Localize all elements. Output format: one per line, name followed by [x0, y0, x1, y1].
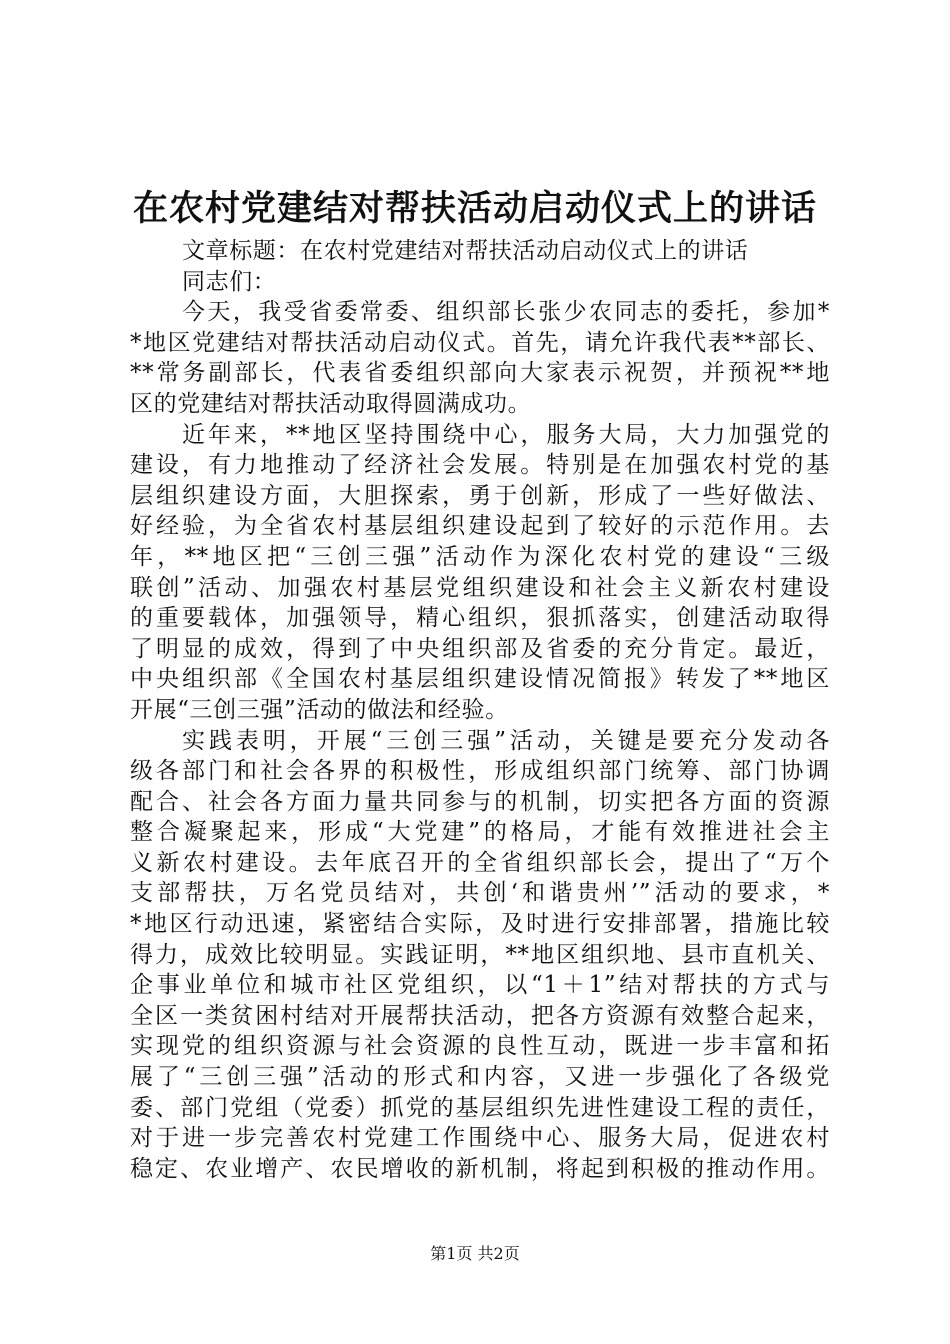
text-line: 对于进一步完善农村党建工作围绕中心、服务大局，促进农村	[130, 1125, 830, 1152]
text-line: 全区一类贫困村结对开展帮扶活动，把各方资源有效整合起来，	[130, 1002, 830, 1029]
text-line: 今天，我受省委常委、组织部长张少农同志的委托，参加*	[182, 299, 830, 326]
page-title: 在农村党建结对帮扶活动启动仪式上的讲话	[132, 189, 817, 229]
text-line: 文章标题：在农村党建结对帮扶活动启动仪式上的讲话	[182, 238, 749, 264]
text-line: 层组织建设方面，大胆探索，勇于创新，形成了一些好做法、	[130, 482, 830, 509]
text-line: 配合、社会各方面力量共同参与的机制，切实把各方面的资源	[130, 788, 830, 815]
page-footer: 第1页 共2页	[430, 1244, 520, 1263]
text-line: 整合凝聚起来，形成“大党建”的格局，才能有效推进社会主	[130, 819, 830, 846]
text-line: 开展“三创三强”活动的做法和经验。	[130, 696, 509, 723]
text-line: *地区行动迅速，紧密结合实际，及时进行安排部署，措施比较	[130, 911, 830, 938]
text-line: 展了“三创三强”活动的形式和内容，又进一步强化了各级党	[130, 1064, 830, 1091]
text-line: 得力，成效比较明显。实践证明，**地区组织地、县市直机关、	[130, 941, 830, 968]
text-line: 中央组织部《全国农村基层组织建设情况简报》转发了**地区	[130, 666, 830, 693]
text-line: 支部帮扶，万名党员结对，共创‘和谐贵州’”活动的要求，*	[130, 880, 830, 907]
text-line: 稳定、农业增产、农民增收的新机制，将起到积极的推动作用。	[130, 1155, 830, 1182]
text-line: 好经验，为全省农村基层组织建设起到了较好的示范作用。去	[130, 513, 830, 540]
text-line: 同志们：	[182, 268, 277, 295]
text-line: 义新农村建设。去年底召开的全省组织部长会，提出了“万个	[130, 849, 830, 876]
text-line: 近年来，**地区坚持围绕中心，服务大局，大力加强党的	[182, 421, 830, 448]
text-line: **常务副部长，代表省委组织部向大家表示祝贺，并预祝**地	[130, 360, 830, 387]
text-line: 实践表明，开展“三创三强”活动，关键是要充分发动各	[182, 727, 830, 754]
document-body	[130, 236, 830, 1184]
text-line: 级各部门和社会各界的积极性，形成组织部门统筹、部门协调	[130, 758, 830, 785]
text-line: 区的党建结对帮扶活动取得圆满成功。	[130, 390, 532, 417]
text-line: 年，**地区把“三创三强”活动作为深化农村党的建设“三级	[130, 543, 830, 570]
text-line: 实现党的组织资源与社会资源的良性互动，既进一步丰富和拓	[130, 1033, 830, 1060]
text-line: 建设，有力地推动了经济社会发展。特别是在加强农村党的基	[130, 452, 830, 479]
text-line: *地区党建结对帮扶活动启动仪式。首先，请允许我代表**部长、	[130, 329, 830, 356]
text-line: 的重要载体，加强领导，精心组织，狠抓落实，创建活动取得	[130, 605, 830, 632]
text-line: 了明显的成效，得到了中央组织部及省委的充分肯定。最近，	[130, 635, 830, 662]
text-line: 联创”活动、加强农村基层党组织建设和社会主义新农村建设	[130, 574, 830, 601]
text-line: 企事业单位和城市社区党组织，以“1＋1”结对帮扶的方式与	[130, 972, 830, 999]
text-line: 委、部门党组（党委）抓党的基层组织先进性建设工程的责任，	[130, 1094, 830, 1121]
